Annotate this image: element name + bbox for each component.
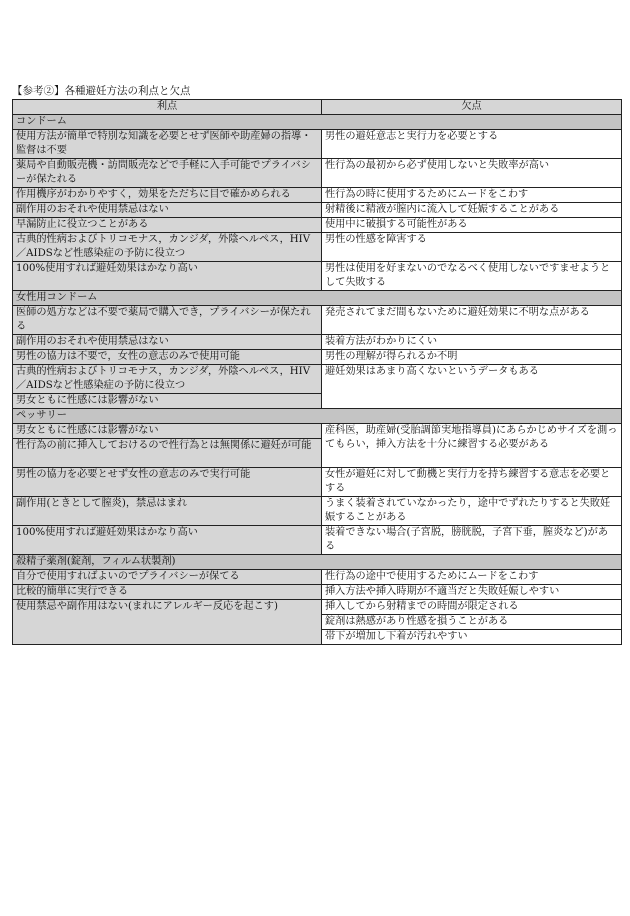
table-row (13, 218, 622, 233)
merit-cell: 男性の協力は不要で，女性の意志のみで使用可能 (13, 350, 322, 365)
section-title-female-condom: 女性用コンドーム (13, 291, 622, 306)
merit-cell: 薬局や自動販売機・訪問販売などで手軽に入手可能でプライバシーが保たれる (13, 159, 322, 188)
merit-cell: 比較的簡単に実行できる (13, 585, 322, 600)
table-row (13, 365, 622, 394)
demerit-cell: 装着できない場合(子宮脱，膀胱脱，子宮下垂，膣炎など)がある (322, 526, 622, 555)
section-row (13, 291, 622, 306)
table-row (13, 233, 622, 262)
demerit-cell: 産科医，助産婦(受胎調節実地指導員)にあらかじめサイズを測ってもらい，挿入方法を十分に練習する必要がある (322, 424, 622, 468)
demerit-cell: 男性の避妊意志と実行力を必要とする (322, 130, 622, 159)
demerit-cell: 射精後に精液が膣内に流入して妊娠することがある (322, 203, 622, 218)
table-row (13, 497, 622, 526)
table-row (13, 306, 622, 335)
demerit-cell: 避妊効果はあまり高くないというデータもある (322, 365, 622, 409)
section-row (13, 555, 622, 570)
merit-cell: 早漏防止に役立つことがある (13, 218, 322, 233)
merit-cell: 男女ともに性感には影響がない (13, 424, 322, 439)
demerit-cell: 使用中に破損する可能性がある (322, 218, 622, 233)
section-row (13, 409, 622, 424)
table-row (13, 159, 622, 188)
demerit-cell: 女性が避妊に対して動機と実行力を持ち練習する意志を必要とする (322, 468, 622, 497)
demerit-cell: 帯下が増加し下着が汚れやすい (322, 630, 622, 645)
section-title-pessary: ペッサリー (13, 409, 622, 424)
demerit-cell: 錠剤は熱感があり性感を損うことがある (322, 615, 622, 630)
header-demerit: 欠点 (322, 100, 622, 115)
table-row (13, 188, 622, 203)
merit-cell: 男性の協力を必要とせず女性の意志のみで実行可能 (13, 468, 322, 497)
demerit-cell: 発売されてまだ間もないために避妊効果に不明な点がある (322, 306, 622, 335)
table-row (13, 262, 622, 291)
merit-cell: 100%使用すれば避妊効果はかなり高い (13, 526, 322, 555)
section-row (13, 115, 622, 130)
demerit-cell: うまく装着されていなかったり，途中でずれたりすると失敗妊娠することがある (322, 497, 622, 526)
merit-cell: 性行為の前に挿入しておけるので性行為とは無関係に避妊が可能 (13, 439, 322, 468)
merit-cell: 副作用(ときとして膣炎)，禁忌はまれ (13, 497, 322, 526)
table-row (13, 468, 622, 497)
table-row (13, 526, 622, 555)
merit-cell: 100%使用すれば避妊効果はかなり高い (13, 262, 322, 291)
demerit-cell: 挿入してから射精までの時間が限定される (322, 600, 622, 615)
section-title-spermicide: 殺精子薬剤(錠剤，フィルム状製剤) (13, 555, 622, 570)
merit-cell: 自分で使用すればよいのでプライバシーが保てる (13, 570, 322, 585)
demerit-cell: 男性は使用を好まないのでなるべく使用しないですませようとして失敗する (322, 262, 622, 291)
header-merit: 利点 (13, 100, 322, 115)
table-caption: 【参考②】各種避妊方法の利点と欠点 (12, 85, 191, 97)
merit-cell: 古典的性病およびトリコモナス，カンジダ，外陰ヘルペス，HIV／AIDSなど性感染症の予防に役立つ (13, 365, 322, 394)
table-row (13, 130, 622, 159)
table-row (13, 350, 622, 365)
demerit-cell: 性行為の時に使用するためにムードをこわす (322, 188, 622, 203)
merit-cell: 古典的性病およびトリコモナス，カンジダ，外陰ヘルペス，HIV／AIDSなど性感染症の予防に役立つ (13, 233, 322, 262)
table-row (13, 570, 622, 585)
section-title-condom: コンドーム (13, 115, 622, 130)
header-row (13, 100, 622, 115)
merit-cell: 使用禁忌や副作用はない(まれにアレルギー反応を起こす) (13, 600, 322, 645)
demerit-cell: 装着方法がわかりにくい (322, 335, 622, 350)
table-row (13, 585, 622, 600)
contraception-comparison-table (12, 99, 622, 645)
merit-cell: 作用機序がわかりやすく，効果をただちに目で確かめられる (13, 188, 322, 203)
demerit-cell: 性行為の最初から必ず使用しないと失敗率が高い (322, 159, 622, 188)
table-row (13, 424, 622, 439)
demerit-cell: 挿入方法や挿入時期が不適当だと失敗妊娠しやすい (322, 585, 622, 600)
merit-cell: 副作用のおそれや使用禁忌はない (13, 335, 322, 350)
merit-cell: 医師の処方などは不要で薬局で購入でき，プライバシーが保たれる (13, 306, 322, 335)
demerit-cell: 男性の性感を障害する (322, 233, 622, 262)
table-row (13, 203, 622, 218)
merit-cell: 副作用のおそれや使用禁忌はない (13, 203, 322, 218)
demerit-cell: 性行為の途中で使用するためにムードをこわす (322, 570, 622, 585)
demerit-cell: 男性の理解が得られるか不明 (322, 350, 622, 365)
table-row (13, 335, 622, 350)
merit-cell: 男女ともに性感には影響がない (13, 394, 322, 409)
merit-cell: 使用方法が簡単で特別な知識を必要とせず医師や助産婦の指導・監督は不要 (13, 130, 322, 159)
